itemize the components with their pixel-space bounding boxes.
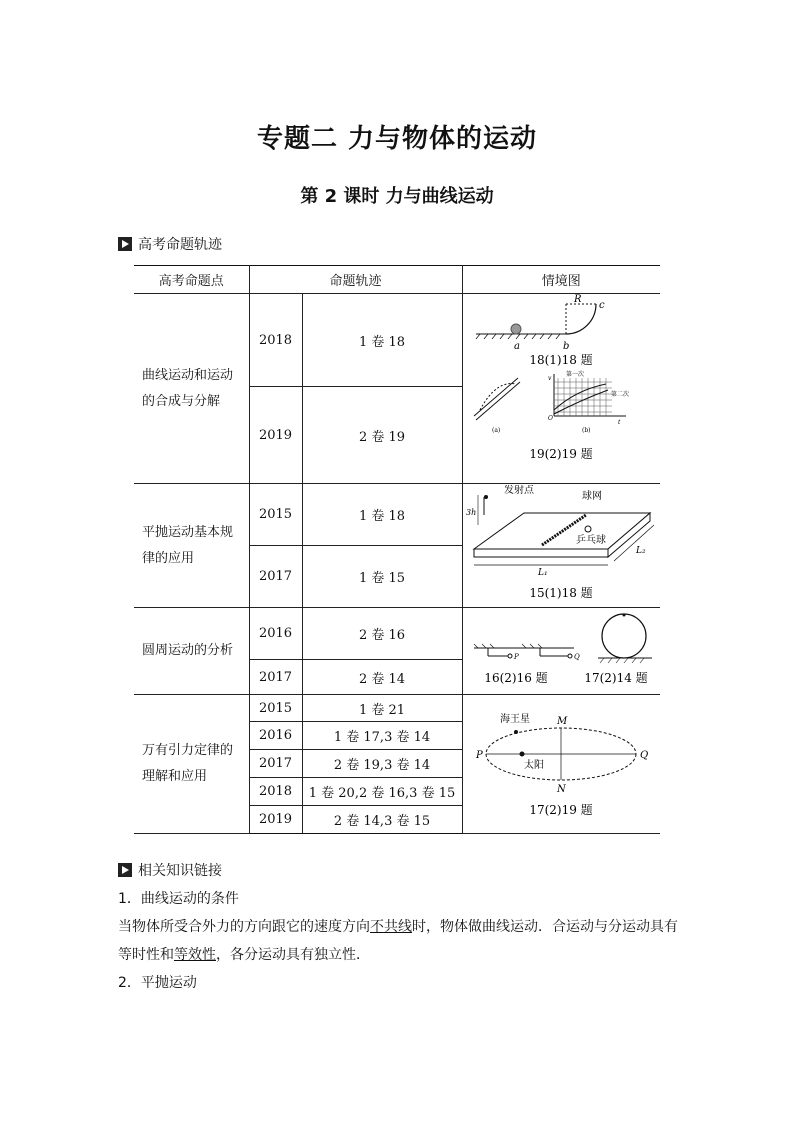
figure-caption: 17(2)14 题: [584, 671, 648, 685]
header-topic: 高考命题点: [134, 266, 249, 294]
track-cell: 1 卷 20,2 卷 16,3 卷 15: [302, 778, 462, 806]
label-a: a: [514, 341, 521, 352]
label-M: M: [557, 716, 568, 727]
year-cell: 2019: [249, 806, 302, 834]
label-P: P: [514, 653, 519, 661]
label-neptune: 海王星: [500, 714, 531, 725]
topic-cell: [134, 294, 249, 484]
label-ball: 乒乓球: [576, 534, 607, 546]
year-cell: 2015: [249, 484, 302, 546]
year-cell: 2017: [249, 660, 302, 695]
label-second: 第二次: [611, 391, 630, 398]
paragraph-line: [118, 941, 678, 969]
label-origin: O: [548, 415, 554, 422]
figure-caption: 17(2)19 题: [529, 803, 593, 817]
item-heading: 1．曲线运动的条件: [118, 891, 239, 907]
neptune-orbit-figure: [464, 702, 658, 822]
circular-motion-figure: [464, 608, 658, 690]
topic-line: 平抛运动基本规: [142, 524, 234, 540]
triangle-marker-icon: [118, 863, 132, 877]
year-cell: 2018: [249, 294, 302, 387]
underlined-term: 不共线: [370, 919, 412, 935]
table-header-row: [134, 266, 660, 294]
label-b: b: [563, 341, 570, 352]
paragraph-curve-condition: [118, 913, 678, 969]
text-span: 等时性和: [118, 947, 174, 963]
label-N: N: [557, 784, 567, 795]
lesson-subtitle: 第 2 课时 力与曲线运动: [300, 186, 494, 207]
topic-cell: [134, 695, 249, 834]
label-sun: 太阳: [524, 760, 545, 771]
label-L2: L₂: [636, 545, 646, 556]
track-cell: 1 卷 17,3 卷 14: [302, 722, 462, 750]
triangle-marker-icon: [118, 237, 132, 251]
year-cell: 2017: [249, 750, 302, 778]
label-launch-point: 发射点: [504, 484, 535, 496]
page-title: 专题二 力与物体的运动: [256, 124, 538, 154]
ping-pong-table-figure: [464, 485, 658, 603]
figure-caption: 19(2)19 题: [529, 447, 593, 461]
year-cell: 2017: [249, 546, 302, 608]
label-net: 球网: [582, 490, 603, 502]
track-cell: 1 卷 18: [302, 484, 462, 546]
track-cell: 1 卷 21: [302, 695, 462, 722]
figure-cell: [462, 608, 660, 695]
item-heading: 2．平抛运动: [118, 975, 197, 991]
label-t: t: [618, 419, 621, 426]
label-c: c: [599, 300, 605, 311]
section-heading-text: 高考命题轨迹: [138, 237, 222, 253]
label-fig-b: (b): [582, 427, 591, 434]
track-cell: 2 卷 16: [302, 608, 462, 660]
paragraph-line: [118, 913, 678, 941]
topic-line: 曲线运动和运动: [142, 367, 234, 383]
section-heading-text: 相关知识链接: [138, 863, 222, 879]
year-cell: 2015: [249, 695, 302, 722]
text-span: 时，物体做曲线运动．合运动与分运动具有: [412, 919, 678, 935]
year-cell: 2018: [249, 778, 302, 806]
track-cell: 2 卷 19: [302, 387, 462, 484]
section-heading-exam-trajectory: [118, 234, 222, 254]
figure-cell: [462, 484, 660, 608]
label-fig-a: (a): [492, 427, 501, 434]
table-row: [134, 695, 660, 722]
table-row: [134, 608, 660, 660]
table-row: [134, 294, 660, 387]
year-cell: 2016: [249, 608, 302, 660]
topic-cell: [134, 608, 249, 695]
topic-line: 的合成与分解: [142, 393, 221, 409]
label-L1: L₁: [538, 567, 548, 578]
label-first: 第一次: [566, 371, 585, 378]
figure-caption: 15(1)18 题: [529, 585, 593, 600]
label-P: P: [476, 750, 483, 761]
underlined-term: 等效性: [174, 947, 216, 963]
track-cell: 2 卷 14,3 卷 15: [302, 806, 462, 834]
table-row: [134, 484, 660, 546]
year-cell: 2019: [249, 387, 302, 484]
figure-caption: 18(1)18 题: [529, 353, 593, 366]
track-cell: 2 卷 14: [302, 660, 462, 695]
topic-line: 圆周运动的分析: [142, 643, 234, 658]
track-cell: 1 卷 18: [302, 294, 462, 387]
figure-cell: [462, 294, 660, 484]
exam-topic-table: [134, 265, 660, 834]
topic-cell: [134, 484, 249, 608]
label-v: v: [548, 375, 552, 382]
text-span: ，各分运动具有独立性．: [216, 947, 370, 963]
header-track: 命题轨迹: [249, 266, 462, 294]
year-cell: 2016: [249, 722, 302, 750]
label-R: R: [574, 294, 582, 305]
topic-line: 律的应用: [142, 550, 195, 566]
figure-caption: 16(2)16 题: [484, 671, 548, 685]
topic-line: 理解和应用: [142, 769, 208, 784]
label-3h: 3h: [466, 507, 477, 517]
figure-cell: [462, 695, 660, 834]
track-cell: 2 卷 19,3 卷 14: [302, 750, 462, 778]
text-span: 当物体所受合外力的方向跟它的速度方向: [118, 919, 370, 935]
ski-jump-figure: [466, 370, 656, 465]
track-cell: 1 卷 15: [302, 546, 462, 608]
section-heading-knowledge-links: [118, 860, 222, 880]
label-Q: Q: [574, 653, 581, 661]
topic-line: 万有引力定律的: [142, 743, 234, 758]
header-figure: 情境图: [462, 266, 660, 294]
label-Q: Q: [640, 750, 649, 761]
track-slope-figure: [466, 294, 656, 366]
